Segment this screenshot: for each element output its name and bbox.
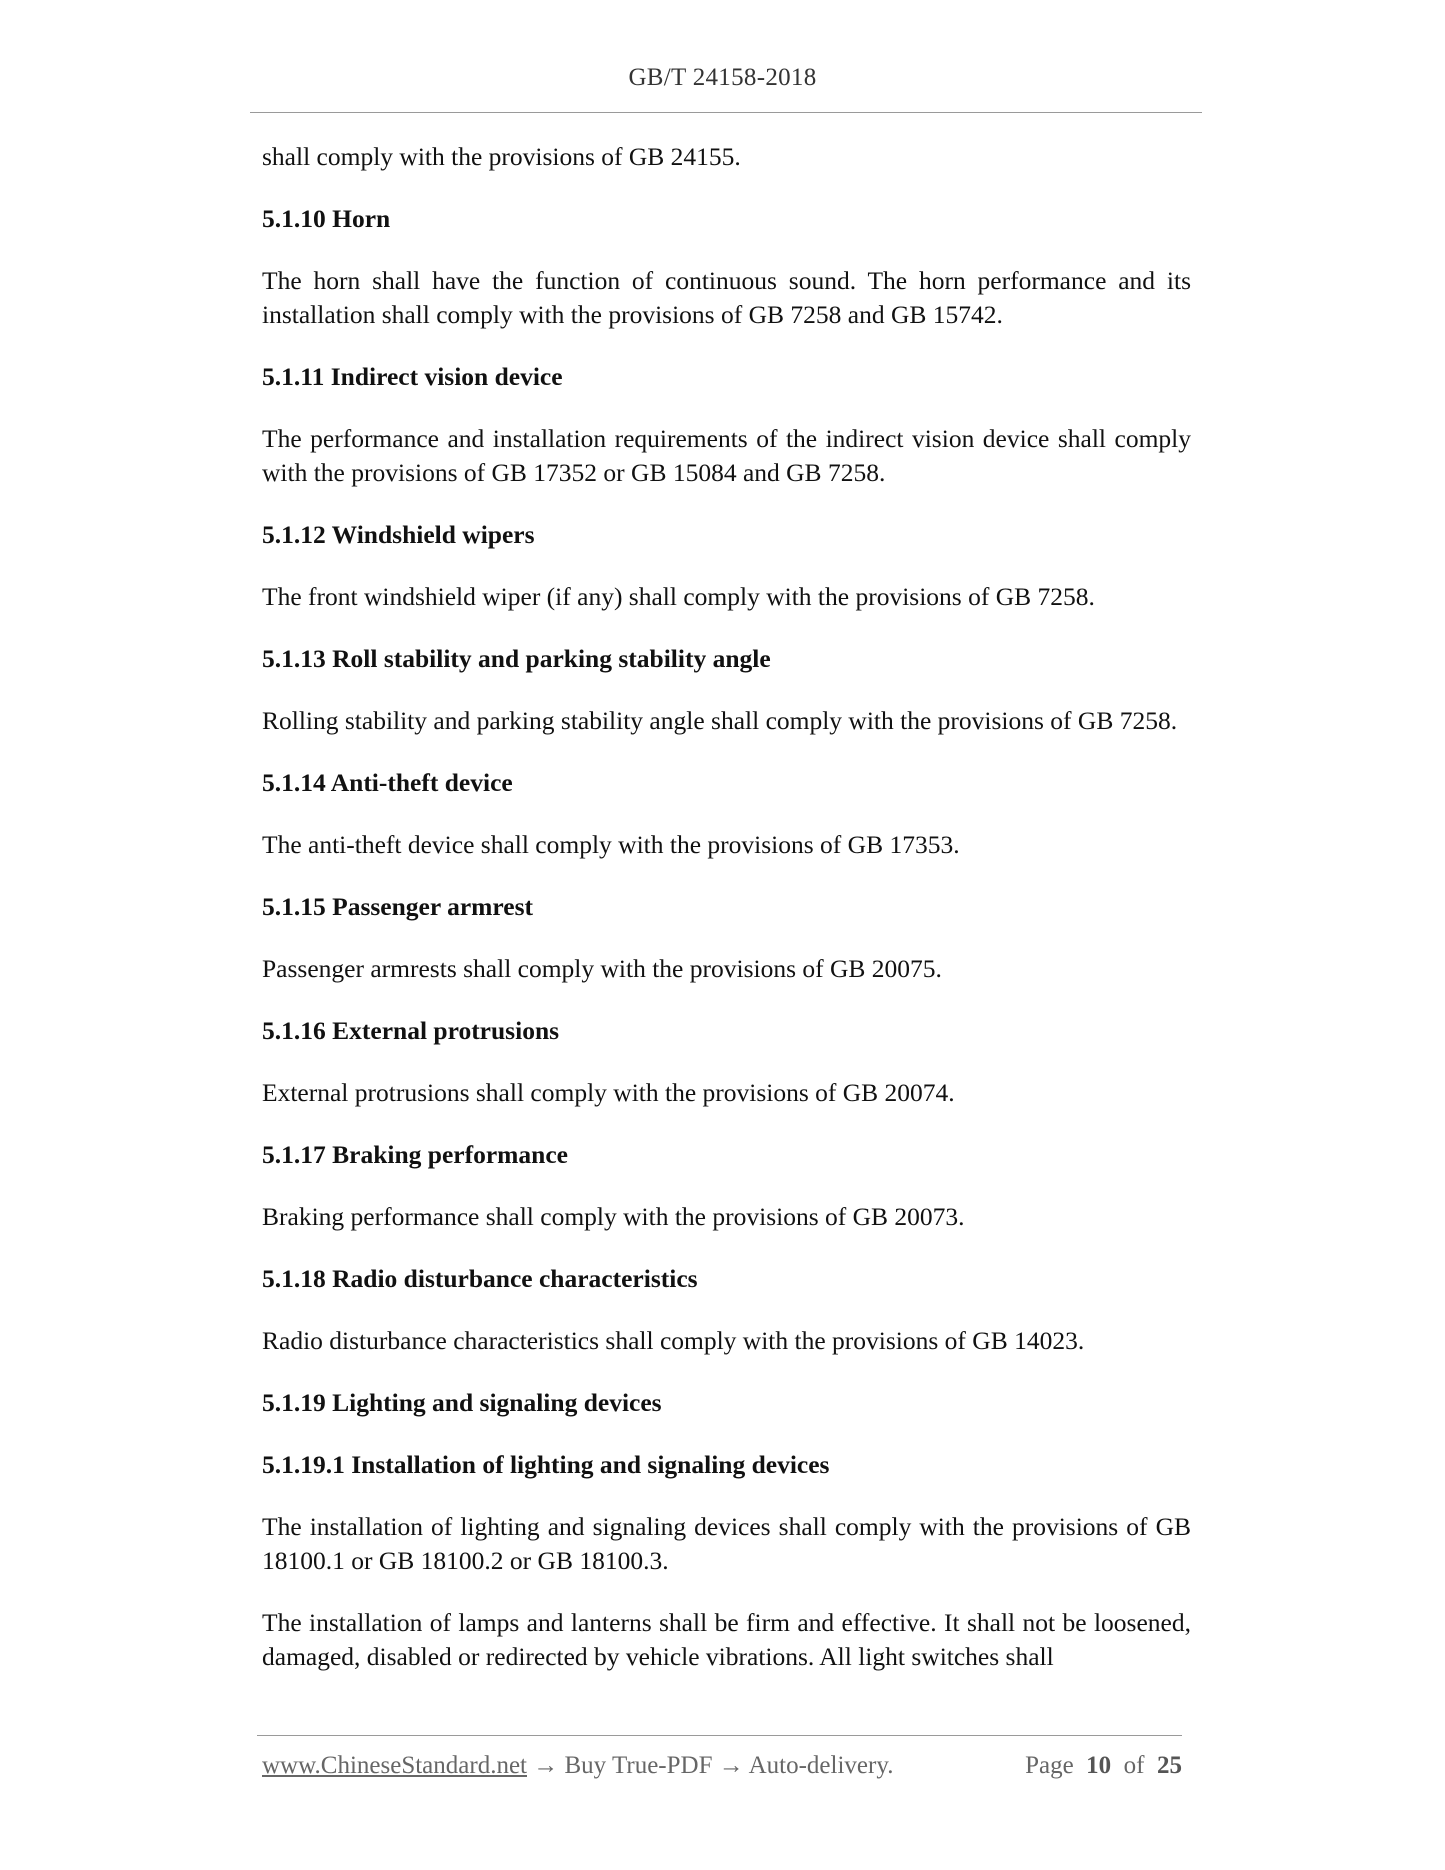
arrow-icon: → [712,1752,749,1779]
section-heading-windshield-wipers: 5.1.12 Windshield wipers [262,520,535,549]
document-body [262,140,1191,1702]
footer-divider [257,1735,1182,1736]
section-heading-horn: 5.1.10 Horn [262,204,391,233]
section-heading-roll-stability: 5.1.13 Roll stability and parking stability angle [262,644,771,673]
section-heading-external-protrusions: 5.1.16 External protrusions [262,1016,560,1045]
of-label: of [1123,1752,1145,1779]
paragraph: Radio disturbance characteristics shall comply with the provisions of GB 14023. [262,1326,1085,1355]
section-heading-passenger-armrest: 5.1.15 Passenger armrest [262,892,533,921]
paragraph: The performance and installation requirements of the indirect vision device shall comply with the provisions of GB 17352 or GB 15084 and GB 7258. [262,424,1191,487]
section-heading-anti-theft: 5.1.14 Anti-theft device [262,768,513,797]
paragraph: Rolling stability and parking stability angle shall comply with the provisions of GB 7258. [262,706,1178,735]
paragraph: The installation of lighting and signaling devices shall comply with the provisions of GB 18100.1 or GB 18100.2 or GB 18100.3. [262,1512,1191,1575]
page-current: 10 [1086,1752,1112,1779]
header-title: GB/T 24158-2018 [628,64,817,91]
paragraph: The front windshield wiper (if any) shall comply with the provisions of GB 7258. [262,582,1095,611]
paragraph: Passenger armrests shall comply with the provisions of GB 20075. [262,954,942,983]
paragraph: The installation of lamps and lanterns shall be firm and effective. It shall not be loosened, damaged, disabled or redirected by vehicle vibrations. All light switches shall [262,1608,1191,1671]
paragraph: Braking performance shall comply with the provisions of GB 20073. [262,1202,965,1231]
footer-promo [262,1752,893,1780]
page-label: Page [1025,1752,1074,1779]
paragraph: shall comply with the provisions of GB 24155. [262,142,741,171]
document-header [0,64,1445,92]
auto-delivery-text: Auto-delivery. [748,1752,894,1779]
section-heading-indirect-vision: 5.1.11 Indirect vision device [262,362,563,391]
buy-pdf-text: Buy True-PDF [564,1752,713,1779]
website-link[interactable]: www.ChineseStandard.net [262,1752,527,1779]
section-heading-braking-performance: 5.1.17 Braking performance [262,1140,568,1169]
section-heading-radio-disturbance: 5.1.18 Radio disturbance characteristics [262,1264,698,1293]
page-total: 25 [1157,1752,1182,1779]
paragraph: The horn shall have the function of continuous sound. The horn performance and its installation shall comply with the provisions of GB 7258 and GB 15742. [262,266,1191,329]
subsection-heading-installation: 5.1.19.1 Installation of lighting and signaling devices [262,1450,830,1479]
paragraph: External protrusions shall comply with the provisions of GB 20074. [262,1078,955,1107]
header-divider [250,112,1202,113]
paragraph: The anti-theft device shall comply with the provisions of GB 17353. [262,830,960,859]
arrow-icon: → [527,1752,565,1779]
page-number [1025,1752,1182,1780]
section-heading-lighting-signaling: 5.1.19 Lighting and signaling devices [262,1388,662,1417]
